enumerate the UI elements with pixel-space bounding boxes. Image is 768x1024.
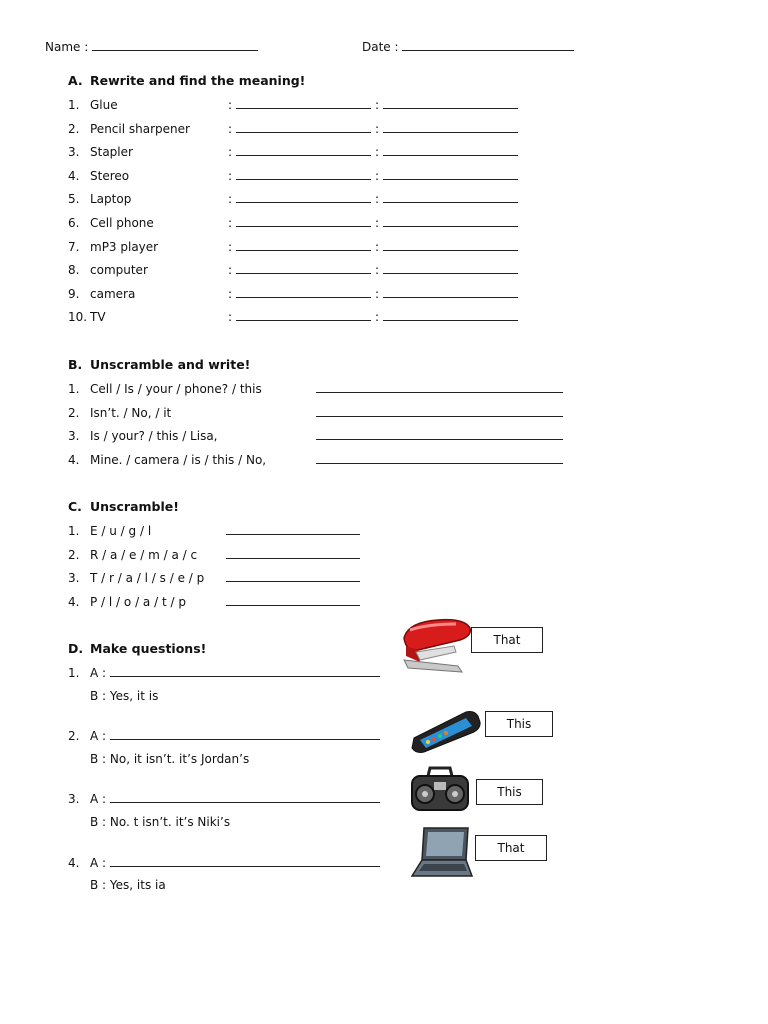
meaning-blank[interactable] (383, 191, 518, 203)
colon: : (228, 192, 233, 207)
item-word: mP3 player (90, 239, 159, 254)
list-item (68, 191, 518, 206)
rewrite-blank[interactable] (236, 191, 371, 203)
a-label: A : (90, 792, 107, 807)
colon: : (375, 310, 380, 325)
item-number: 2. (68, 729, 80, 744)
meaning-blank[interactable] (383, 309, 518, 321)
question-blank[interactable] (110, 728, 380, 740)
question-blank[interactable] (110, 665, 380, 677)
item-number: 4. (68, 452, 80, 467)
list-item (68, 97, 518, 112)
colon: : (228, 310, 233, 325)
item-word: Glue (90, 98, 118, 112)
date-blank[interactable] (402, 39, 574, 51)
list-item (68, 405, 563, 420)
item-number: 4. (68, 168, 80, 183)
colon: : (228, 239, 233, 254)
laptop-icon (410, 824, 474, 880)
a-label: A : (90, 666, 107, 680)
section-a-heading: A. Rewrite and find the meaning! (68, 73, 306, 88)
list-item (68, 570, 360, 585)
pointer-box-4: That (475, 835, 547, 861)
list-item (68, 215, 518, 230)
list-item (68, 428, 563, 443)
section-b-heading: B. Unscramble and write! (68, 357, 251, 372)
item-number: 5. (68, 192, 80, 207)
answer-text: B : No. t isn’t. it’s Niki’s (90, 814, 231, 829)
question-item (68, 855, 380, 870)
rewrite-blank[interactable] (236, 97, 371, 109)
meaning-blank[interactable] (383, 97, 518, 109)
scrambled-letters: E / u / g / l (90, 524, 152, 538)
question-item (68, 665, 380, 680)
item-number: 2. (68, 405, 80, 420)
item-number: 10. (68, 310, 88, 325)
cell-phone-icon (408, 708, 484, 754)
rewrite-blank[interactable] (236, 309, 371, 321)
meaning-blank[interactable] (383, 144, 518, 156)
date-field[interactable] (362, 39, 574, 54)
list-item (68, 452, 563, 467)
colon: : (228, 121, 233, 136)
item-number: 6. (68, 216, 80, 230)
answer-text: B : Yes, it is (90, 688, 159, 703)
item-word: Cell phone (90, 216, 154, 230)
answer-blank[interactable] (316, 405, 563, 417)
item-number: 1. (68, 666, 80, 680)
colon: : (375, 145, 380, 160)
meaning-blank[interactable] (383, 215, 518, 227)
pointer-box-1: That (471, 627, 543, 653)
rewrite-blank[interactable] (236, 239, 371, 251)
section-d-heading: D. Make questions! (68, 641, 207, 656)
item-number: 4. (68, 855, 80, 870)
list-item (68, 381, 563, 396)
answer-text: B : No, it isn’t. it’s Jordan’s (90, 751, 250, 766)
rewrite-blank[interactable] (236, 286, 371, 298)
colon: : (375, 263, 380, 278)
rewrite-blank[interactable] (236, 121, 371, 133)
item-number: 4. (68, 594, 80, 609)
meaning-blank[interactable] (383, 262, 518, 274)
scrambled-letters: R / a / e / m / a / c (90, 547, 198, 562)
colon: : (228, 98, 233, 112)
pointer-box-3: This (476, 779, 543, 805)
scrambled-letters: P / l / o / a / t / p (90, 594, 186, 609)
colon: : (375, 192, 380, 207)
item-number: 3. (68, 792, 80, 807)
answer-blank[interactable] (316, 452, 563, 464)
item-word: TV (90, 310, 106, 325)
answer-blank[interactable] (226, 570, 360, 582)
list-item (68, 144, 518, 159)
stapler-icon (398, 616, 474, 678)
colon: : (375, 168, 380, 183)
name-blank[interactable] (92, 39, 258, 51)
scrambled-letters: T / r / a / l / s / e / p (90, 571, 205, 586)
rewrite-blank[interactable] (236, 262, 371, 274)
meaning-blank[interactable] (383, 168, 518, 180)
stereo-icon (408, 764, 472, 814)
item-number: 3. (68, 571, 80, 586)
list-item (68, 286, 518, 301)
name-label: Name : (45, 40, 89, 54)
list-item (68, 523, 360, 538)
item-word: Stapler (90, 145, 133, 160)
meaning-blank[interactable] (383, 286, 518, 298)
item-word: computer (90, 263, 148, 278)
a-label: A : (90, 729, 107, 744)
item-word: Laptop (90, 192, 132, 207)
item-number: 7. (68, 239, 80, 254)
scrambled-sentence: Is / your? / this / Lisa, (90, 429, 218, 444)
item-number: 2. (68, 547, 80, 562)
rewrite-blank[interactable] (236, 215, 371, 227)
list-item (68, 168, 518, 183)
answer-text: B : Yes, its ia (90, 878, 166, 893)
colon: : (375, 98, 380, 112)
answer-blank[interactable] (316, 381, 563, 393)
pointer-box-2: This (485, 711, 553, 737)
item-word: camera (90, 286, 136, 301)
list-item (68, 547, 360, 562)
item-number: 3. (68, 429, 80, 444)
rewrite-blank[interactable] (236, 168, 371, 180)
scrambled-sentence: Isn’t. / No, / it (90, 405, 172, 420)
a-label: A : (90, 855, 107, 870)
question-blank[interactable] (110, 855, 380, 867)
section-c-heading: C. Unscramble! (68, 499, 179, 514)
colon: : (375, 286, 380, 301)
list-item (68, 594, 360, 609)
list-item (68, 239, 518, 254)
meaning-blank[interactable] (383, 121, 518, 133)
item-number: 1. (68, 98, 80, 112)
item-number: 1. (68, 524, 80, 538)
colon: : (228, 168, 233, 183)
question-item (68, 728, 380, 743)
colon: : (228, 286, 233, 301)
meaning-blank[interactable] (383, 239, 518, 251)
scrambled-sentence: Cell / Is / your / phone? / this (90, 382, 262, 396)
item-number: 8. (68, 263, 80, 278)
answer-blank[interactable] (316, 428, 563, 440)
colon: : (375, 239, 380, 254)
list-item (68, 309, 518, 324)
scrambled-sentence: Mine. / camera / is / this / No, (90, 452, 267, 467)
item-number: 9. (68, 286, 80, 301)
item-number: 1. (68, 382, 80, 396)
item-word: Stereo (90, 168, 130, 183)
list-item (68, 262, 518, 277)
answer-blank[interactable] (226, 547, 360, 559)
list-item (68, 121, 518, 136)
answer-blank[interactable] (226, 594, 360, 606)
question-blank[interactable] (110, 791, 380, 803)
colon: : (228, 263, 233, 278)
colon: : (375, 216, 380, 230)
colon: : (375, 121, 380, 136)
rewrite-blank[interactable] (236, 144, 371, 156)
item-word: Pencil sharpener (90, 121, 190, 136)
name-field[interactable] (45, 39, 258, 54)
date-label: Date : (362, 40, 399, 54)
colon: : (228, 216, 233, 230)
answer-blank[interactable] (226, 523, 360, 535)
colon: : (228, 145, 233, 160)
item-number: 3. (68, 145, 80, 160)
question-item (68, 791, 380, 806)
item-number: 2. (68, 121, 80, 136)
